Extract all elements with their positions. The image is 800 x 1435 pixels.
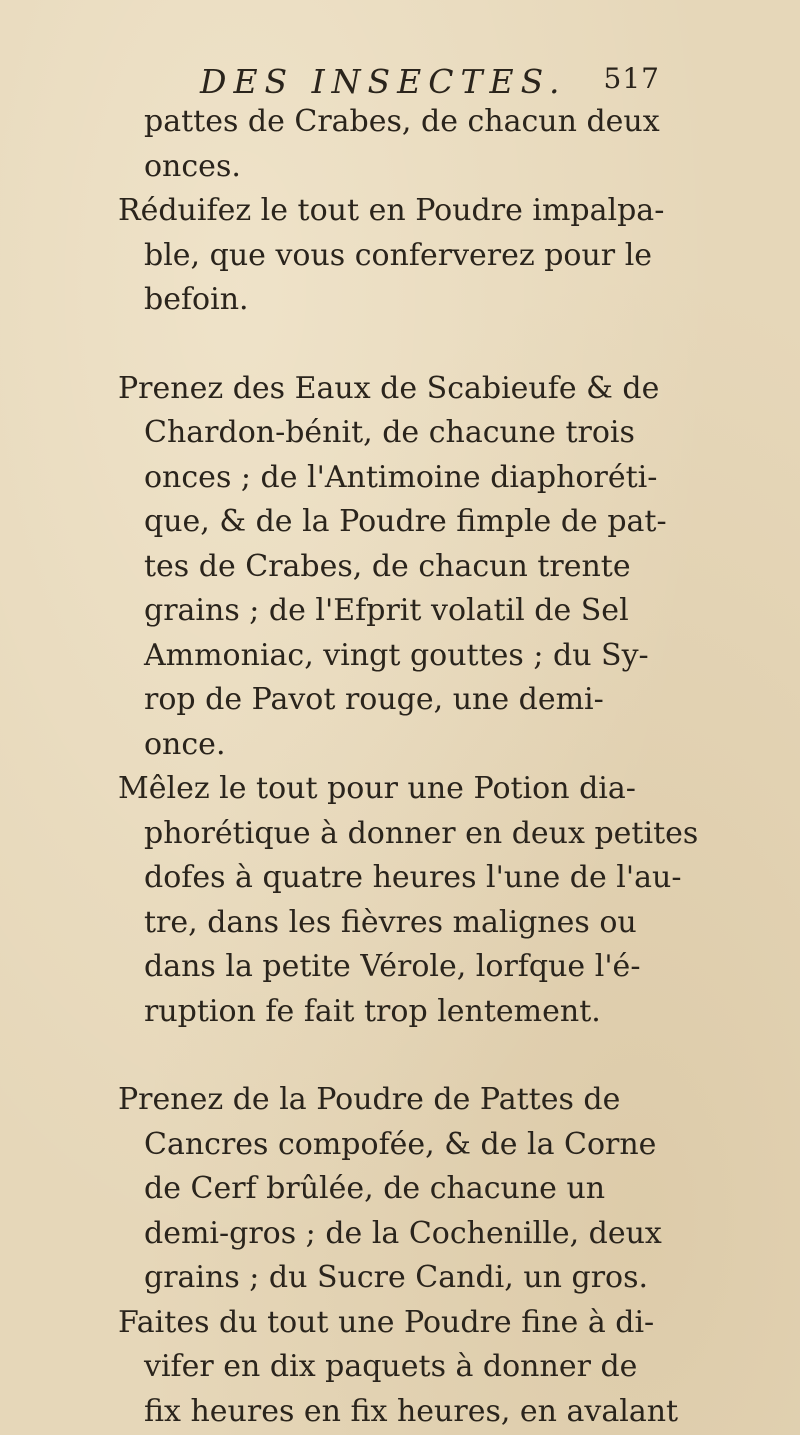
running-head-title: DES INSECTES.	[200, 62, 567, 101]
text-line: pattes de Crabes, de chacun deux	[144, 104, 660, 139]
text-line: Ammoniac, vingt gouttes ; du Sy-	[144, 637, 649, 673]
text-line: Prenez de la Poudre de Pattes de	[118, 1082, 621, 1117]
paragraph	[118, 1078, 748, 1301]
text-line: onces.	[144, 148, 241, 184]
text-line: dofes à quatre heures l'une de l'au-	[144, 860, 682, 895]
text-line: grains ; du Sucre Candi, un gros.	[144, 1260, 649, 1295]
text-line: tes de Crabes, de chacun trente	[144, 548, 631, 584]
text-line: Mêlez le tout pour une Potion dia-	[118, 771, 636, 806]
paragraph	[118, 100, 748, 189]
text-line: ble, que vous conferverez pour le	[144, 237, 653, 273]
text-line: Réduifez le tout en Poudre impalpa-	[118, 193, 665, 228]
text-line: que, & de la Poudre fimple de pat-	[144, 504, 667, 539]
text-line: vifer en dix paquets à donner de	[144, 1349, 638, 1384]
text-line: once.	[144, 726, 226, 762]
text-line: phorétique à donner en deux petites	[144, 815, 699, 851]
paragraph	[118, 367, 748, 768]
text-line: tre, dans les fièvres malignes ou	[144, 904, 637, 940]
text-line: de Cerf brûlée, de chacune un	[144, 1171, 606, 1206]
paragraph-gap	[118, 323, 748, 367]
paragraph	[118, 189, 748, 323]
text-line: onces ; de l'Antimoine diaphoréti-	[144, 459, 658, 495]
text-line: Cancres compofée, & de la Corne	[144, 1126, 657, 1162]
text-line: rop de Pavot rouge, une demi-	[144, 682, 604, 717]
text-line: Faites du tout une Poudre fine à di-	[118, 1304, 655, 1340]
text-line: Chardon-bénit, de chacune trois	[144, 415, 635, 450]
page-number: 517	[603, 62, 660, 95]
text-body	[118, 100, 748, 1434]
text-line: fix heures en fix heures, en avalant	[144, 1393, 679, 1429]
paragraph	[118, 1301, 748, 1435]
text-line: dans la petite Vérole, lorfque l'é-	[144, 949, 641, 984]
text-line: grains ; de l'Efprit volatil de Sel	[144, 593, 629, 628]
paragraph	[118, 767, 748, 1034]
text-line: ruption fe fait trop lentement.	[144, 993, 601, 1029]
text-line: demi-gros ; de la Cochenille, deux	[144, 1215, 662, 1251]
paragraph-gap	[118, 1034, 748, 1078]
text-line: befoin.	[144, 282, 249, 317]
text-line: Prenez des Eaux de Scabieufe & de	[118, 370, 660, 406]
